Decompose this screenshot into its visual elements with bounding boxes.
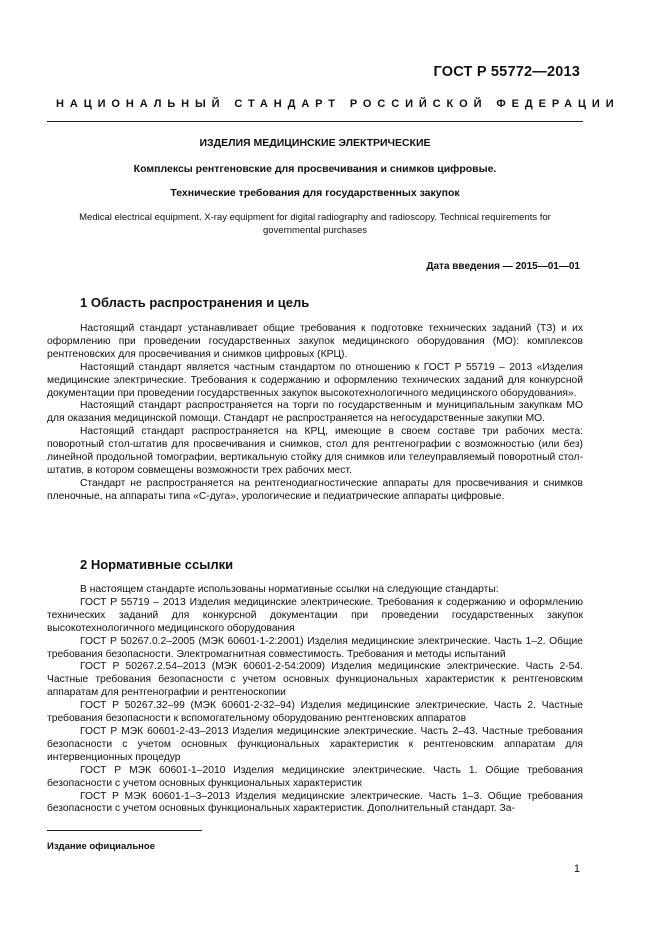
paragraph: Настоящий стандарт является частным стандартом по отношению к ГОСТ Р 55719 – 2013 «Изделия медицинские электрические. Требования к содержанию и оформлению технических заданий для конкурсной документации при проведении государственных закупок высокотехнологичного медицинского оборудования». bbox=[47, 361, 583, 399]
page-number: 1 bbox=[573, 863, 580, 875]
paragraph: ГОСТ Р 50267.0.2–2005 (МЭК 60601-1-2:2001) Изделия медицинские электрические. Часть 1–2. Общие требования безопасности. Электромагнитная совместимость. Требования и методы испытаний bbox=[47, 635, 583, 660]
paragraph: Настоящий стандарт распространяется на КРЦ, имеющие в своем составе три рабочих места: поворотный стол-штатив для просвечивания и снимков, стол для рентгенографии с возможностью (или без) линейной продольной томографии, вертикальную стойку для снимков или телеуправляемый поворотный стол-штатив, в котором совмещены возможности трех рабочих мест. bbox=[47, 426, 583, 476]
top-divider bbox=[47, 121, 583, 122]
paragraph: ГОСТ Р МЭК 60601-1–2010 Изделия медицинские электрические. Часть 1. Общие требования безопасности с учетом основных функциональных характеристик bbox=[47, 764, 583, 789]
document-subtitle-2: Технические требования для государственных закупок bbox=[170, 187, 460, 199]
english-title: Medical electrical equipment. X-ray equipment for digital radiography and radioscopy. Technical requirements for governmental purchases bbox=[79, 212, 551, 236]
document-subtitle-1: Комплексы рентгеновские для просвечивания и снимков цифровые. bbox=[133, 163, 497, 175]
section-1-body bbox=[47, 323, 583, 504]
introduction-date: Дата введения — 2015—01—01 bbox=[426, 261, 580, 272]
paragraph: В настоящем стандарте использованы нормативные ссылки на следующие стандарты: bbox=[80, 584, 499, 595]
document-title: ИЗДЕЛИЯ МЕДИЦИНСКИЕ ЭЛЕКТРИЧЕСКИЕ bbox=[199, 137, 431, 149]
gost-number: ГОСТ Р 55772—2013 bbox=[433, 64, 580, 80]
footer-divider bbox=[47, 830, 202, 831]
paragraph: Стандарт не распространяется на рентгенодиагностические аппараты для просвечивания и снимков пленочные, на аппараты типа «С-дуга», урологические и педиатрические аппараты цифровые. bbox=[47, 477, 583, 502]
paragraph: Настоящий стандарт распространяется на торги по государственным и муниципальным закупкам МО для оказания медицинской помощи. Стандарт не распространяется на негосударственные закупки МО. bbox=[47, 400, 583, 425]
section-1-heading: 1 Область распространения и цель bbox=[80, 295, 310, 310]
paragraph: ГОСТ Р 50267.32–99 (МЭК 60601-2-32–94) Изделия медицинские электрические. Часть 2. Частные требования безопасности к вспомогательному оборудованию рентгеновских аппаратов bbox=[47, 700, 583, 725]
paragraph: ГОСТ Р 50267.2.54–2013 (МЭК 60601-2-54:2009) Изделия медицинские электрические. Часть 2-54. Частные требования безопасности с учетом основных функциональных характеристик к рентгеновским аппаратам для рентгенографии и рентгеноскопии bbox=[47, 661, 583, 699]
paragraph: Настоящий стандарт устанавливает общие требования к подготовке технических заданий (ТЗ) и их оформлению при проведении государственных закупок медицинского оборудования (МО): комплексов рентгеновских для просвечивания и снимков цифровых (КРЦ). bbox=[47, 323, 583, 360]
paragraph: ГОСТ Р 55719 – 2013 Изделия медицинские электрические. Требования к содержанию и оформлению технических заданий для конкурсной документации при проведении государственных закупок высокотехнологичного медицинского оборудования bbox=[47, 596, 583, 634]
paragraph: ГОСТ Р МЭК 60601-1–3–2013 Изделия медицинские электрические. Часть 1–3. Общие требования безопасности с учетом основных функциональных характеристик. Дополнительный стандарт. За- bbox=[47, 790, 583, 815]
section-2-body bbox=[47, 584, 583, 816]
national-standard-banner: НАЦИОНАЛЬНЫЙ СТАНДАРТ РОССИЙСКОЙ ФЕДЕРАЦИИ bbox=[56, 98, 620, 110]
section-2-heading: 2 Нормативные ссылки bbox=[80, 557, 234, 572]
official-edition-label: Издание официальное bbox=[47, 841, 155, 852]
paragraph: ГОСТ Р МЭК 60601-2-43–2013 Изделия медицинские электрические. Часть 2–43. Частные требования безопасности с учетом основных функциональных характеристик к рентгеновским аппаратам для интервенционных процедур bbox=[47, 725, 583, 763]
